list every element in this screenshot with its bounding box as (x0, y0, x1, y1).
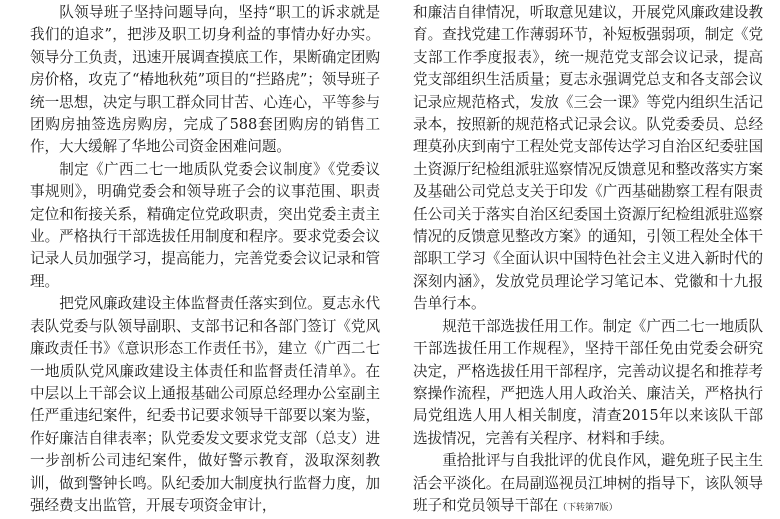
paragraph-group-housing: 队领导班子坚持问题导向，坚持“职工的诉求就是我们的追求”，把涉及职工切身利益的事情办好办实。领导分工负责，迅速开展调查摸底工作，果断确定团购房价格，攻克了“椿地秋苑”项目的“拦路虎”；领导班子统一思想，决定与职工群众同甘苦、心连心，平等参与团购房抽签选房购房，完成了588套团购房的销售工作，大大缓解了华地公司资金困难问题。 (30, 4, 380, 156)
continued-note: （下转第7版） (557, 502, 618, 513)
right-column (413, 2, 763, 519)
paragraph-integrity-responsibility: 把党风廉政建设主体监督责任落实到位。夏志永代表队党委与队领导副职、支部书记和各部门签订《党风廉政责任书》《意识形态工作责任书》，建立《广西二七一地质队党风廉政建设主体责任和监督责任清单》。在中层以上干部会议上通报基础公司原总经理办公室副主任严重违纪案件，纪委书记要求领导干部要以案为鉴，作好廉洁自律表率；队党委发文要求党支部（总支）进一步剖析公司违纪案件，做好警示教育，汲取深刻教训，做到警钟长鸣。队纪委加大制度执行监督力度，加强经费支出监管，开展专项资金审计， (30, 295, 380, 514)
left-column (30, 2, 380, 517)
paragraph-integrity-education: 和廉洁自律情况，听取意见建议，开展党风廉政建设教育。查找党建工作薄弱环节，补短板强弱项，制定《党支部工作季度报表》，统一规范党支部会议记录，提高党支部组织生活质量；夏志永强调党总支和各支部会议记录应规范格式，发放《三会一课》等党内组织生活记录本，按照新的规范格式记录会议。队党委委员、总经理莫孙庆到南宁工程处党支部传达学习自治区纪委驻国土资源厅纪检组派驻巡察情况反馈意见和整改落实方案及基础公司党总支关于印发《广西基础勘察工程有限责任公司关于落实自治区纪委国土资源厅纪检组派驻巡察情况的反馈意见整改方案》的通知，引领工程处全体干部职工学习《全面认识中国特色社会主义进入新时代的深刻内涵》，发放党员理论学习笔记本、党徽和十九报告单行本。 (413, 4, 763, 313)
paragraph-criticism (413, 450, 763, 519)
paragraph-cadre-selection: 规范干部选拔任用工作。制定《广西二七一地质队干部选拔任用工作规程》，坚持干部任免由党委会研究决定，严格选拔任用干部程序，完善动议提名和推荐考察操作流程，严把选人用人政治关、廉洁关，严格执行局党组选人用人相关制度，清查2015年以来该队干部选拔情况，完善有关程序、材料和手续。 (413, 317, 763, 447)
paragraph-criticism-text: 重拾批评与自我批评的优良作风，避免班子民主生活会平淡化。在局副巡视员江坤树的指导下，该队领导班子和党员领导干部在 (413, 452, 763, 514)
paragraph-meeting-rules: 制定《广西二七一地质队党委会议制度》《党委议事规则》，明确党委会和领导班子会的议事范围、职责定位和衔接关系，精确定位党政职责，突出党委主责主业。严格执行干部选拔任用制度和程序。要求党委会议记录人员加强学习，提高能力，完善党委会议记录和管理。 (30, 160, 380, 290)
